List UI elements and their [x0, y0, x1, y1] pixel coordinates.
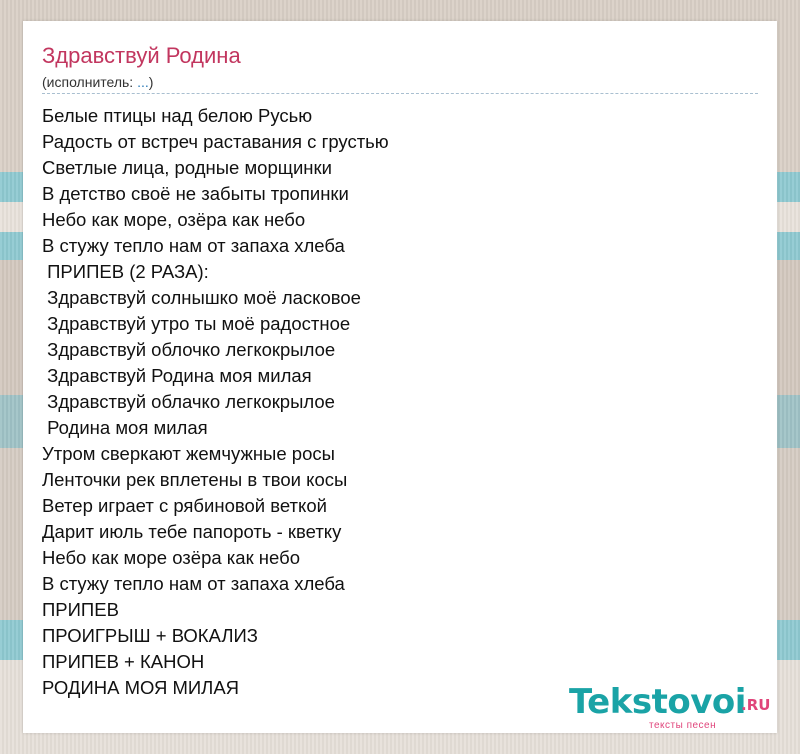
divider	[42, 93, 758, 94]
performer-suffix: )	[148, 74, 154, 90]
performer-line	[42, 73, 153, 91]
lyric-line: Радость от встреч раставания с грустью	[42, 131, 389, 152]
logo-tagline: тексты песен	[649, 720, 717, 731]
lyrics-text	[42, 103, 389, 701]
lyrics-card	[23, 21, 777, 733]
lyric-line: Здравствуй утро ты моё радостное	[42, 313, 351, 334]
lyric-line: Светлые лица, родные морщинки	[42, 157, 332, 178]
lyric-line: Ленточки рек вплетены в твои косы	[42, 469, 348, 490]
performer-prefix: (исполнитель:	[42, 74, 138, 90]
lyric-line: Ветер играет с рябиновой веткой	[42, 495, 327, 516]
lyric-line: ПРОИГРЫШ + ВОКАЛИЗ	[42, 625, 258, 646]
lyric-line: Здравствуй солнышко моё ласковое	[42, 287, 361, 308]
lyric-line: В детство своё не забыты тропинки	[42, 183, 349, 204]
lyric-line: Белые птицы над белою Русью	[42, 105, 313, 126]
lyric-line: ПРИПЕВ	[42, 599, 119, 620]
logo-brand: Tekstovoi	[569, 682, 746, 722]
lyric-line: Здравствуй облачко легкокрылое	[42, 391, 335, 412]
performer-link[interactable]: ...	[137, 74, 149, 90]
lyric-line: ПРИПЕВ (2 РАЗА):	[42, 261, 209, 282]
lyric-line: Дарит июль тебе папороть - кветку	[42, 521, 342, 542]
lyric-line: Родина моя милая	[42, 417, 208, 438]
lyric-line: Здравствуй Родина моя милая	[42, 365, 312, 386]
tekstovoi-logo	[569, 682, 779, 732]
song-title: Здравствуй Родина	[42, 43, 241, 68]
lyric-line: В стужу тепло нам от запаха хлеба	[42, 235, 345, 256]
lyric-line: Небо как море озёра как небо	[42, 547, 300, 568]
lyric-line: Небо как море, озёра как небо	[42, 209, 306, 230]
lyric-line: В стужу тепло нам от запаха хлеба	[42, 573, 345, 594]
lyric-line: Утром сверкают жемчужные росы	[42, 443, 335, 464]
logo-tld: .RU	[741, 696, 771, 714]
lyric-line: ПРИПЕВ + КАНОН	[42, 651, 205, 672]
lyric-line: РОДИНА МОЯ МИЛАЯ	[42, 677, 240, 698]
lyric-line: Здравствуй облочко легкокрылое	[42, 339, 336, 360]
